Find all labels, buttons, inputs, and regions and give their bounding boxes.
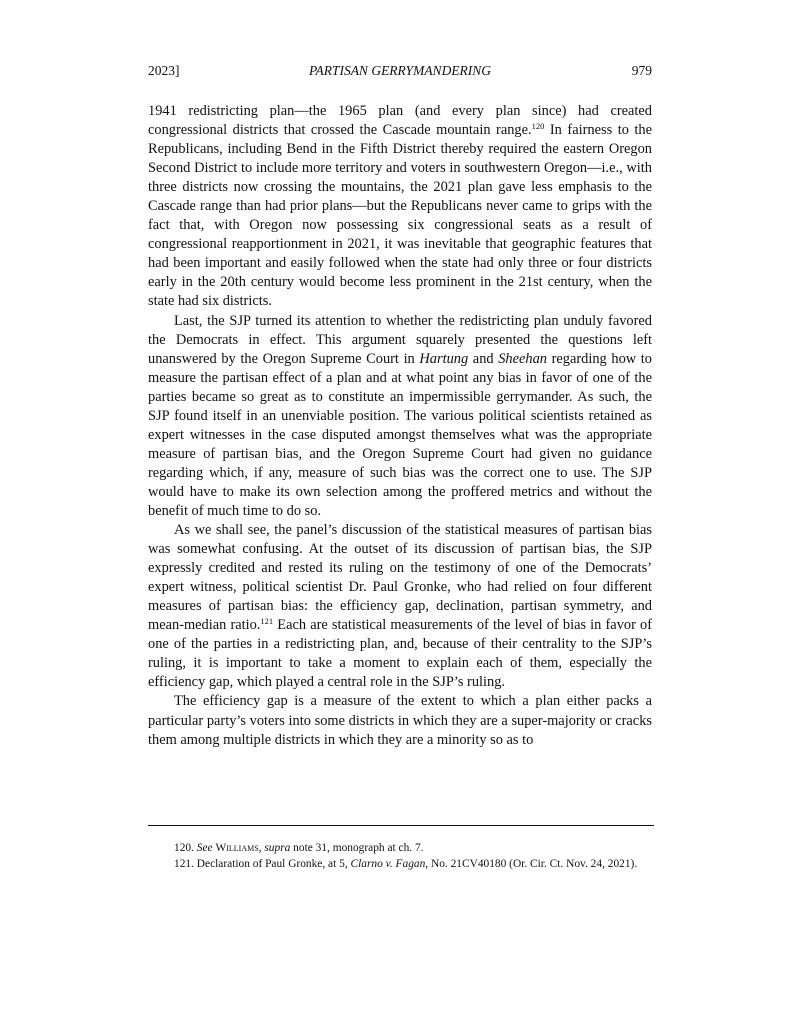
footnotes: [148, 840, 652, 872]
page-number: 979: [631, 63, 652, 78]
paragraph-2-text-a: Last, the SJP turned its attention to whether the redistricting plan unduly favored the Democrats in effect. This argument squarely presented the questions left unanswered by the Oregon Supreme Court in: [148, 312, 652, 367]
footnote-120-author: Williams: [215, 842, 259, 854]
footnote-121: [148, 856, 652, 872]
footnote-121-number: 121.: [174, 858, 194, 870]
paragraph-1-text-a: 1941 redistricting plan—the 1965 plan (and every plan since) had created congressional districts that crossed the Cascade mountain range.: [148, 103, 652, 139]
body-text: [148, 102, 652, 750]
footnote-ref-120: 120: [531, 121, 545, 132]
footnote-120-text: note 31, monograph at ch. 7.: [290, 842, 424, 854]
footnote-ref-121: 121: [260, 616, 274, 627]
footnote-121-case: Clarno v. Fagan: [350, 858, 426, 870]
paragraph-1: [148, 102, 652, 312]
paragraph-4-text-a: The efficiency gap is a measure of the extent to which a plan either packs a particular party’s voters into some districts in which they are a super-majority or cracks them among multiple districts in which they are a minority so as to: [148, 693, 652, 748]
footnote-120-signal: See: [196, 842, 213, 854]
footnote-120-supra: supra: [264, 842, 291, 854]
case-name-hartung: Hartung: [419, 350, 469, 367]
footnote-121-text-a: Declaration of Paul Gronke, at 5,: [193, 858, 351, 870]
header-title: PARTISAN GERRYMANDERING: [308, 63, 492, 78]
footnote-120: 120. See Williams, supra note 31, monograph at ch. 7.: [174, 842, 424, 854]
paragraph-3-text-a: As we shall see, the panel’s discussion of the statistical measures of partisan bias was somewhat confusing. At the outset of its discussion of partisan bias, the SJP expressly credited and rested its ruling on the testimony of one of the Democrats’ expert witness, political scientist Dr. Paul Gronke, who had relied on four different measures of partisan bias: the efficiency gap, declination, partisan symmetry, and mean-median ratio.: [148, 522, 652, 634]
paragraph-3-text-b: Each are statistical measurements of the level of bias in favor of one of the parties in a redistricting plan, and, because of their centrality to the SJP’s ruling, it is important to take a moment to explain each of them, especially the efficiency gap, which played a central role in the SJP’s ruling.: [148, 617, 652, 691]
paragraph-2-text-c: regarding how to measure the partisan effect of a plan and at what point any bias in favor of one of the parties became so great as to constitute an impermissible gerrymander. As such, the SJP found itself in an unenviable position. The various political scientists retained as expert witnesses in the case disputed amongst themselves what was the appropriate measure of partisan bias, and the Oregon Supreme Court had given no guidance regarding which, if any, measure of such bias was the correct one to use. The SJP would have to make its own selection among the proffered metrics and without the benefit of much time to do so.: [148, 350, 652, 519]
paragraph-3: [148, 521, 652, 692]
case-name-sheehan: Sheehan: [498, 350, 547, 367]
paragraph-2: [148, 312, 652, 522]
footnote-divider: [148, 825, 654, 826]
running-header: [148, 63, 652, 83]
footnote-121-text-b: , No. 21CV40180 (Or. Cir. Ct. Nov. 24, 2021).: [425, 858, 638, 870]
paragraph-2-text-b: and: [468, 350, 499, 367]
paragraph-4: [148, 692, 652, 749]
paragraph-1-text-b: In fairness to the Republicans, including Bend in the Fifth District thereby required the eastern Oregon Second District to include more territory and voters in southwestern Oregon—i.e., with three districts now crossing the mountains, the 2021 plan gave less emphasis to the Cascade range than had prior plans—but the Republicans never came to grips with the fact that, with Oregon now possessing six congressional seats as a result of congressional reapportionment in 2021, it was inevitable that geographic features that had been important and easily followed when the state had only three or four districts early in the 20th century would become less prominent in the 21st century, when the state had six districts.: [148, 122, 653, 310]
header-year: 2023]: [148, 63, 180, 78]
footnote-120-number: 120.: [174, 842, 194, 854]
